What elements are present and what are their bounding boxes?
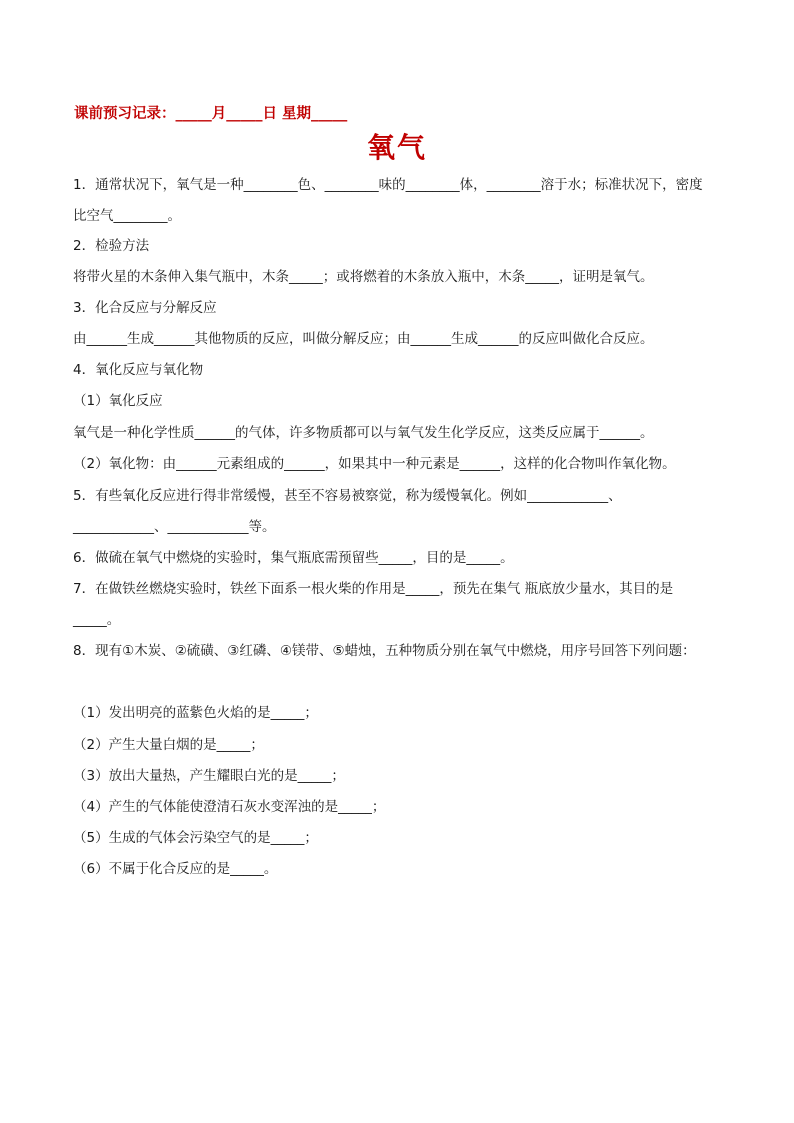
question-line: _____。	[73, 612, 121, 628]
question-line: 5．有些氧化反应进行得非常缓慢，甚至不容易被察觉，称为缓慢氧化。例如____________、	[73, 488, 622, 504]
question-line: 6．做硫在氧气中燃烧的实验时，集气瓶底需预留些_____，目的是_____。	[73, 550, 514, 566]
sub-question-line: （2）产生大量白烟的是_____；	[73, 737, 264, 753]
question-line: 将带火星的木条伸入集气瓶中，木条_____；或将燃着的木条放入瓶中，木条_____，证明是氧气。	[73, 269, 654, 285]
question-line: 1．通常状况下，氧气是一种________色、________味的________体，________溶于水；标准状况下，密度	[73, 177, 703, 193]
question-line: 氧气是一种化学性质______的气体，许多物质都可以与氧气发生化学反应，这类反应属于______。	[73, 425, 654, 441]
question-line: 4．氧化反应与氧化物	[73, 362, 204, 378]
question-line: 8．现有①木炭、②硫磺、③红磷、④镁带、⑤蜡烛，五种物质分别在氧气中燃烧，用序号回答下列问题：	[73, 643, 696, 659]
preview-record-header: 课前预习记录：_____月_____日 星期_____	[74, 105, 348, 122]
question-line: 2．检验方法	[73, 238, 150, 254]
question-line: ____________、____________等。	[73, 519, 276, 535]
sub-question-line: （1）发出明亮的蓝紫色火焰的是_____；	[73, 705, 318, 721]
question-line: 7．在做铁丝燃烧实验时，铁丝下面系一根火柴的作用是_____，预先在集气 瓶底放少量水，其目的是	[73, 581, 674, 597]
sub-question-line: （6）不属于化合反应的是_____。	[73, 861, 278, 877]
question-line: （1）氧化反应	[73, 393, 163, 409]
sub-question-line: （5）生成的气体会污染空气的是_____；	[73, 830, 318, 846]
sub-question-line: （4）产生的气体能使澄清石灰水变浑浊的是_____；	[73, 799, 386, 815]
sub-question-line: （3）放出大量热，产生耀眼白光的是_____；	[73, 768, 345, 784]
question-line: （2）氧化物：由______元素组成的______，如果其中一种元素是______，这样的化合物叫作氧化物。	[73, 456, 676, 472]
question-line: 比空气________。	[73, 208, 181, 224]
question-line: 由______生成______其他物质的反应，叫做分解反应；由______生成______的反应叫做化合反应。	[73, 331, 654, 347]
page-title: 氧气	[366, 131, 427, 164]
question-line: 3．化合反应与分解反应	[73, 300, 217, 316]
